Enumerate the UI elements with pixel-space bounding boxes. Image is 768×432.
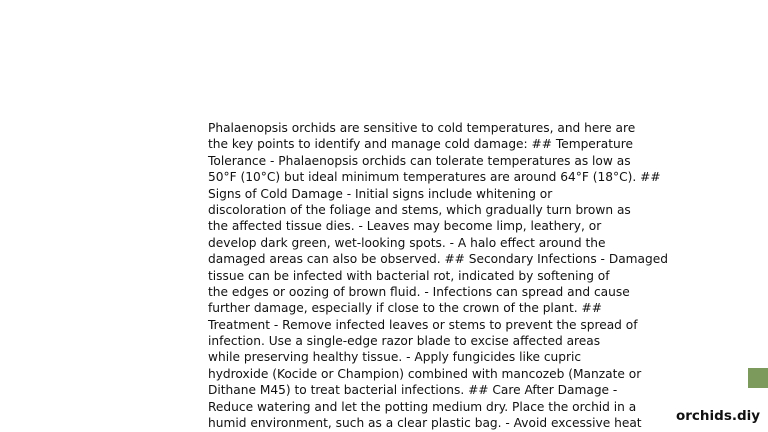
article-line: discoloration of the foliage and stems, which gradually turn brown as — [208, 202, 631, 217]
brand-name: orchids.diy — [676, 408, 761, 424]
article-line: 50°F (10°C) but ideal minimum temperatures are around 64°F (18°C). ## — [208, 170, 661, 185]
article-line: tissue can be infected with bacterial rot, indicated by softening of — [208, 268, 610, 283]
article-line: the affected tissue dies. - Leaves may become limp, leathery, or — [208, 219, 602, 234]
article-line: hydroxide (Kocide or Champion) combined with mancozeb (Manzate or — [208, 366, 642, 381]
article-line: Phalaenopsis orchids are sensitive to cold temperatures, and here are — [208, 121, 636, 135]
article-line: Dithane M45) to treat bacterial infections. ## Care After Damage - — [208, 383, 618, 398]
article-line: damaged areas can also be observed. ## Secondary Infections - Damaged — [208, 252, 668, 267]
article-line: Treatment - Remove infected leaves or stems to prevent the spread of — [208, 317, 638, 332]
article-line: further damage, especially if close to the crown of the plant. ## — [208, 301, 602, 316]
article-line: Signs of Cold Damage - Initial signs include whitening or — [208, 186, 553, 201]
article-line: the key points to identify and manage cold damage: ## Temperature — [208, 137, 634, 152]
article-line: the edges or oozing of brown fluid. - Infections can spread and cause — [208, 284, 630, 299]
article-line: infection. Use a single-edge razor blade to excise affected areas — [208, 334, 601, 349]
article-line: Reduce watering and let the potting medium dry. Place the orchid in a — [208, 399, 637, 414]
article-line: Tolerance - Phalaenopsis orchids can tolerate temperatures as low as — [208, 153, 631, 168]
article-body — [208, 120, 668, 431]
brand-color-block — [748, 368, 768, 388]
article-line: humid environment, such as a clear plastic bag. - Avoid excessive heat — [208, 416, 642, 431]
article-line: develop dark green, wet-looking spots. - A halo effect around the — [208, 235, 606, 250]
article-line: while preserving healthy tissue. - Apply fungicides like cupric — [208, 350, 582, 365]
